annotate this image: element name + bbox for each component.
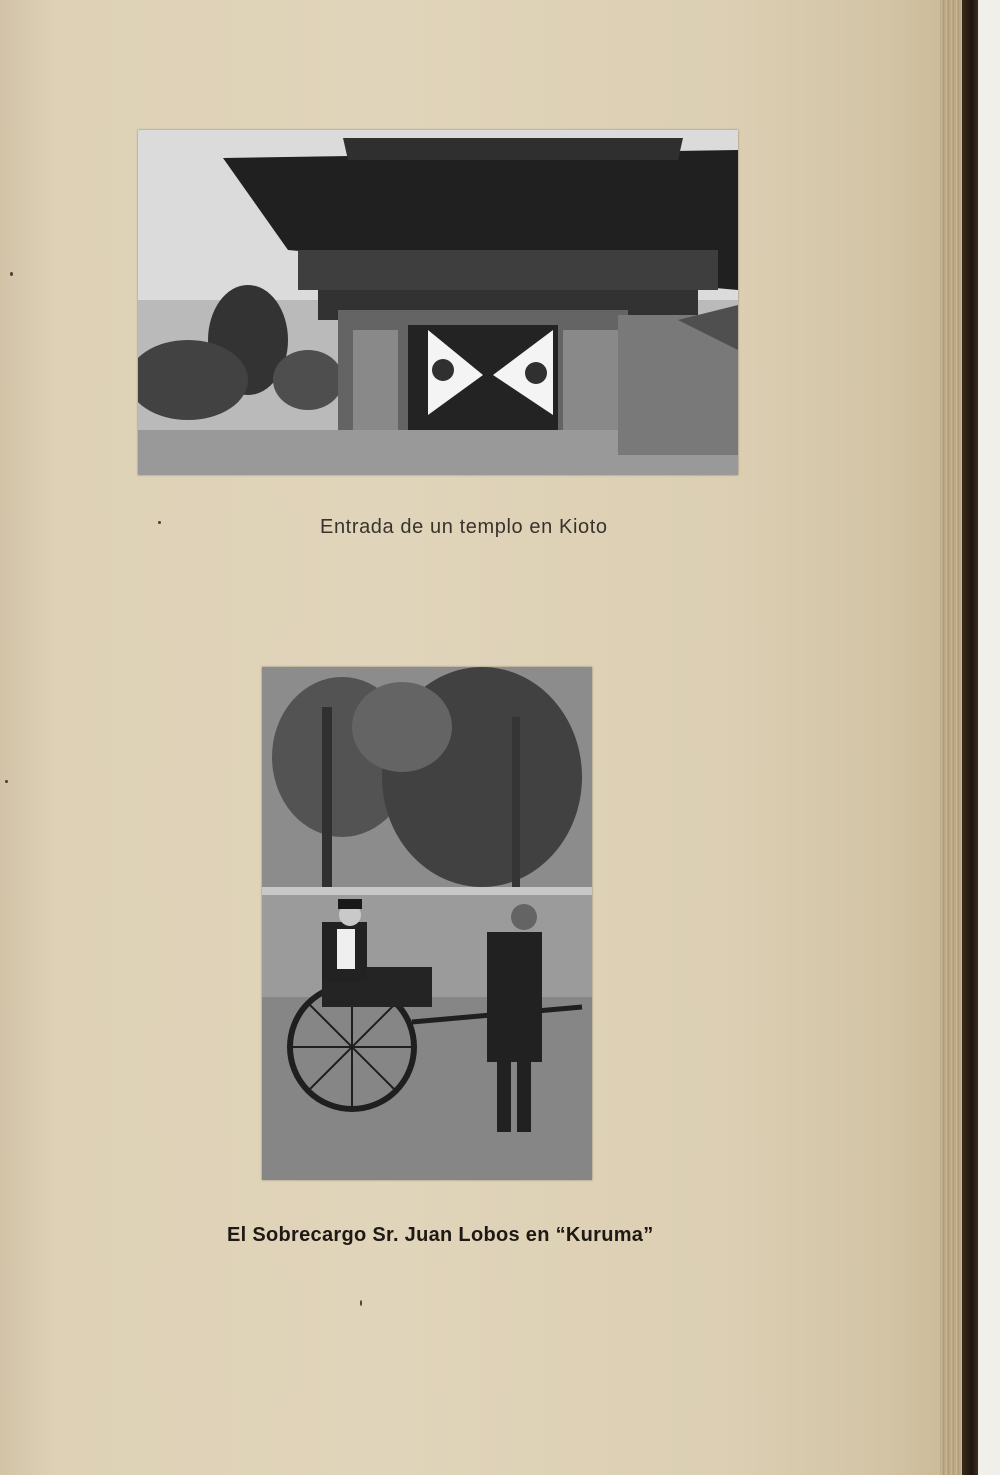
background bbox=[978, 0, 1000, 1475]
rickshaw-photo bbox=[262, 667, 592, 1180]
paper-speck bbox=[360, 1300, 362, 1306]
paper-speck bbox=[5, 780, 8, 783]
rickshaw-caption: El Sobrecargo Sr. Juan Lobos en “Kuruma” bbox=[227, 1224, 654, 1246]
temple-gate-photo bbox=[138, 130, 738, 475]
book-binding bbox=[962, 0, 978, 1475]
paper-speck bbox=[10, 272, 13, 276]
paper-speck bbox=[158, 521, 161, 524]
temple-caption: Entrada de un templo en Kioto bbox=[320, 516, 608, 538]
